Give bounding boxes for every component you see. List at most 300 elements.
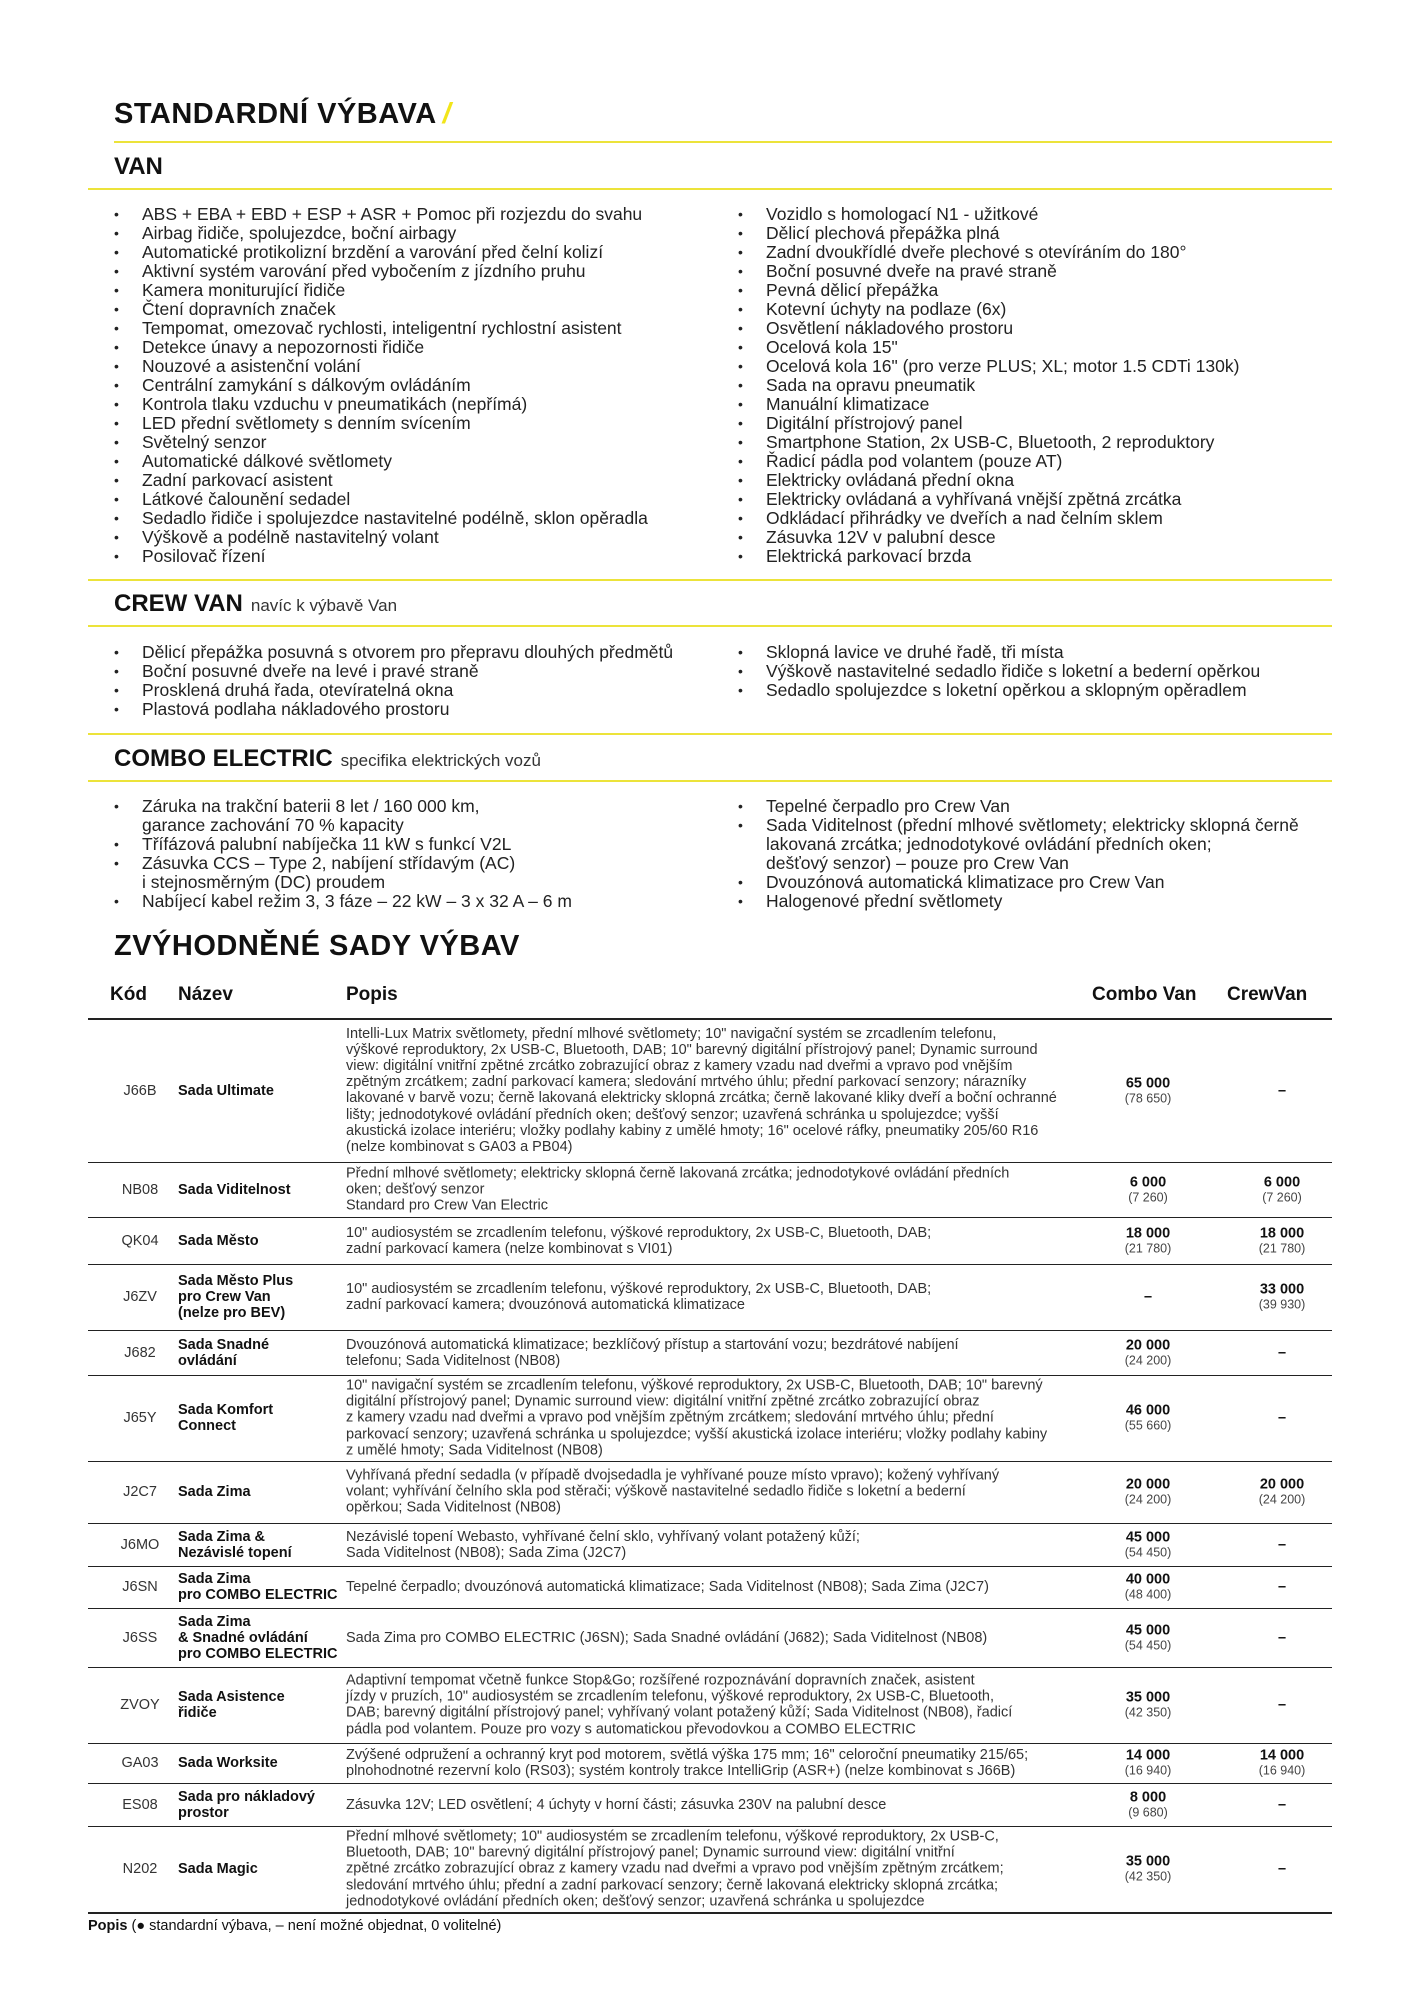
list-item	[114, 490, 704, 509]
row-name-line: Sada Viditelnost	[178, 1181, 291, 1198]
table-row	[88, 1783, 1332, 1826]
list-item	[114, 243, 704, 262]
list-item-text: • Boční posuvné dveře na pravé straně	[766, 261, 1057, 281]
row-name-line: Connect	[178, 1418, 236, 1434]
list-item	[738, 797, 1338, 816]
list-item-text: • Pevná dělicí přepážka	[766, 280, 939, 300]
list-item	[114, 643, 714, 662]
row-name-line: pro COMBO ELECTRIC	[178, 1645, 338, 1662]
row-code: QK04	[121, 1232, 159, 1249]
list-item-text: • Sedadlo řidiče i spolujezdce nastavitelné podélně, sklon opěradla	[142, 508, 648, 528]
list-item	[738, 528, 1338, 547]
price-combo-van-net: 14 000	[1125, 1747, 1171, 1764]
list-item-text: • Centrální zamykání s dálkovým ovládáním	[142, 375, 471, 395]
table-row	[88, 1264, 1332, 1330]
row-description-line: Dvouzónová automatická klimatizace; bezklíčový přístup a startování vozu; bezdrátové nabíjení	[346, 1336, 959, 1353]
list-item-text: • Aktivní systém varování před vybočením z jízdního pruhu	[142, 261, 586, 281]
crew-heading: CREW VAN navíc k výbavě Van	[114, 590, 398, 617]
crew-list-left	[114, 643, 714, 719]
price-combo-van-net: 40 000	[1125, 1571, 1171, 1588]
row-code: J6SN	[122, 1579, 158, 1595]
electric-heading: COMBO ELECTRIC specifika elektrických vozů	[114, 745, 541, 772]
row-name-line: prostor	[178, 1804, 229, 1821]
price-combo-van-net: 20 000	[1125, 1337, 1171, 1353]
list-item	[114, 509, 704, 528]
list-item	[738, 319, 1338, 338]
row-name	[178, 1614, 338, 1662]
row-description-line: zadní parkovací kamera; dvouzónová automatická klimatizace	[346, 1297, 745, 1313]
list-item-text: • Smartphone Station, 2x USB-C, Bluetooth, 2 reproduktory	[766, 432, 1215, 452]
list-item	[114, 205, 704, 224]
table-row	[88, 1566, 1332, 1608]
col-header-crew-van: CrewVan	[1227, 984, 1308, 1005]
packs-title: ZVÝHODNĚNÉ SADY VÝBAV	[114, 930, 520, 962]
table-row	[88, 1330, 1332, 1375]
price-combo-van-net: 35 000	[1125, 1853, 1171, 1870]
electric-divider	[88, 780, 1332, 782]
row-description-line: Sada Viditelnost (NB08); Sada Zima (J2C7)	[346, 1544, 627, 1561]
list-item-text: • Automatické dálkové světlomety	[142, 451, 392, 471]
list-item-text: • Detekce únavy a nepozornosti řidiče	[142, 337, 425, 357]
title-slash: /	[442, 98, 452, 130]
row-divider	[88, 1912, 1332, 1914]
list-item	[738, 643, 1338, 662]
price-crew-van	[1232, 1477, 1332, 1508]
price-combo-van-gross: (21 780)	[1124, 1241, 1172, 1255]
row-description	[346, 1579, 1166, 1595]
price-combo-van	[1088, 1075, 1208, 1106]
list-item	[738, 547, 1338, 566]
list-item	[738, 873, 1338, 892]
list-item	[114, 471, 704, 490]
list-item	[114, 433, 704, 452]
table-row	[88, 1523, 1332, 1566]
list-item-text: • Elektricky ovládaná a vyhřívaná vnější zpětná zrcátka	[766, 489, 1182, 509]
list-item	[114, 338, 704, 357]
row-name-line: Sada pro nákladový	[178, 1788, 315, 1805]
price-combo-van	[1088, 1477, 1208, 1508]
row-code: N202	[122, 1861, 158, 1877]
row-description	[346, 1528, 1166, 1560]
list-item-text: • Elektricky ovládaná přední okna	[766, 470, 1015, 490]
row-description-line: Sada Zima pro COMBO ELECTRIC (J6SN); Sada Snadné ovládání (J682); Sada Viditelnost (NB08)	[346, 1629, 988, 1646]
row-name	[178, 1484, 338, 1500]
row-name	[178, 1789, 338, 1821]
list-item-text: • Odkládací přihrádky ve dveřích a nad čelním sklem	[766, 508, 1163, 528]
list-item-text: • Tepelné čerpadlo pro Crew Van	[766, 796, 1010, 816]
row-name-line: Sada Worksite	[178, 1755, 278, 1771]
row-name-line: řidiče	[178, 1705, 217, 1721]
row-description-line: akustická izolace interiéru; vložky podlahy kabiny z umělé hmoty; 16" ocelové ráfky, pneumatiky 205/60 R16	[346, 1122, 1039, 1139]
row-description	[346, 1468, 1166, 1517]
list-item-text: lakovaná zrcátka; jednodotykové ovládání předních oken;	[766, 834, 1212, 854]
list-item	[114, 376, 704, 395]
row-name-line: Sada Zima	[178, 1571, 251, 1587]
row-code: ZVOY	[120, 1697, 160, 1713]
price-combo-van-gross: (24 200)	[1124, 1492, 1172, 1507]
price-combo-van	[1088, 1337, 1208, 1368]
list-item	[114, 224, 704, 243]
row-description-line: telefonu; Sada Viditelnost (NB08)	[346, 1352, 561, 1369]
table-row	[88, 1608, 1332, 1667]
row-code: J66B	[123, 1082, 157, 1099]
list-item	[738, 281, 1338, 300]
list-item	[738, 338, 1338, 357]
row-description-line: zadní parkovací kamera (nelze kombinovat s VI01)	[346, 1240, 673, 1257]
row-description-line: 10" audiosystém se zrcadlením telefonu, výškové reproduktory, 2x USB-C, Bluetooth, DAB;	[346, 1224, 932, 1241]
row-description-line: Nezávislé topení Webasto, vyhřívané čelní sklo, vyhřívaný volant potažený kůží;	[346, 1528, 860, 1545]
price-crew-van	[1232, 1697, 1332, 1713]
list-item	[114, 835, 714, 854]
price-combo-van	[1088, 1225, 1208, 1256]
list-item-text: • Automatické protikolizní brzdění a varování před čelní kolizí	[142, 242, 604, 262]
list-item-text: • Elektrická parkovací brzda	[766, 546, 972, 566]
price-combo-van-net: 45 000	[1125, 1529, 1171, 1545]
list-item	[738, 662, 1338, 681]
row-description-line: Intelli-Lux Matrix světlomety, přední mlhové světlomety; 10" navigační systém se zrcadlením telefonu,	[346, 1025, 997, 1042]
row-name	[178, 1571, 338, 1603]
list-item	[114, 395, 704, 414]
price-combo-van-net: 46 000	[1125, 1402, 1171, 1419]
list-item-text: • Digitální přístrojový panel	[766, 413, 963, 433]
row-description-line: Vyhřívaná přední sedadla (v případě dvojsedadla je vyhřívané pouze místo vpravo); kožený vyhřívaný	[346, 1467, 1000, 1484]
price-combo-van-net: 45 000	[1125, 1622, 1171, 1638]
list-item	[114, 281, 704, 300]
row-description-line: Adaptivní tempomat včetně funkce Stop&Go; rozšířené rozpoznávání dopravních značek, asistent	[346, 1672, 975, 1689]
list-item-text: • Boční posuvné dveře na levé i pravé straně	[142, 661, 479, 681]
row-description	[346, 1796, 1166, 1812]
row-description-line: volant; vyhřívání čelního skla pod stěrači; výškově nastavitelné sedadlo řidiče s loketní a bederní	[346, 1483, 966, 1500]
row-name-line: Sada Magic	[178, 1861, 258, 1877]
row-description-line: Zásuvka 12V; LED osvětlení; 4 úchyty v horní části; zásuvka 230V na palubní desce	[346, 1796, 887, 1813]
row-code: J6SS	[122, 1629, 158, 1646]
list-item	[114, 452, 704, 471]
list-item	[738, 262, 1338, 281]
price-crew-van-gross: (21 780)	[1258, 1241, 1306, 1255]
price-crew-van	[1232, 1083, 1332, 1099]
list-item-text: • Nabíjecí kabel režim 3, 3 fáze – 22 kW – 3 x 32 A – 6 m	[142, 891, 572, 911]
row-description-line: lakované v barvě vozu; černě lakovaná elektricky sklopná zrcátka; černě lakované kliky dveří a boční ochranné	[346, 1090, 1057, 1107]
price-crew-van-net: –	[1277, 1579, 1287, 1595]
row-name-line: Sada Město	[178, 1232, 259, 1249]
row-description-line: Přední mlhové světlomety; 10" audiosystém se zrcadlením telefonu, výškové reproduktory, 2x USB-C,	[346, 1828, 999, 1845]
price-crew-van	[1232, 1537, 1332, 1553]
price-crew-van-net: 14 000	[1259, 1747, 1305, 1764]
price-crew-van-net: –	[1277, 1536, 1287, 1553]
col-header-kod: Kód	[110, 984, 147, 1005]
list-item	[114, 300, 704, 319]
price-crew-van	[1232, 1282, 1332, 1313]
price-combo-van	[1088, 1572, 1208, 1603]
price-crew-van-gross: (24 200)	[1258, 1492, 1306, 1507]
legend: Popis (● standardní výbava, – není možné objednat, 0 volitelné)	[88, 1918, 502, 1934]
row-name	[178, 1083, 338, 1099]
row-description-line: Standard pro Crew Van Electric	[346, 1197, 549, 1214]
list-item-text: • Záruka na trakční baterii 8 let / 160 000 km,	[142, 796, 480, 816]
price-combo-van-gross: (16 940)	[1124, 1763, 1172, 1778]
price-combo-van-gross: (54 450)	[1124, 1638, 1172, 1652]
row-description-line: zpětným zrcátkem; zadní parkovací kamera; sledování mrtvého úhlu; přední parkovací senzory; nárazníky	[346, 1074, 1027, 1091]
price-crew-van	[1232, 1748, 1332, 1779]
price-combo-van-gross: (48 400)	[1124, 1587, 1172, 1602]
crew-subheading: navíc k výbavě Van	[250, 596, 398, 615]
row-description	[346, 1377, 1166, 1458]
row-name-line: Sada Komfort	[178, 1402, 274, 1418]
list-item-text: • Kontrola tlaku vzduchu v pneumatikách (nepřímá)	[142, 394, 528, 414]
list-item	[114, 547, 704, 566]
list-item	[114, 681, 714, 700]
table-row	[88, 1826, 1332, 1912]
price-combo-van	[1088, 1622, 1208, 1653]
list-item-text: • Sedadlo spolujezdce s loketní opěrkou a sklopným opěradlem	[766, 680, 1247, 700]
price-crew-van	[1232, 1579, 1332, 1595]
row-description-line: z kamery vzadu nad dveřmi a vpravo pod vnějším zpětným zrcátkem; sledování mrtvého úhlu; přední	[346, 1409, 994, 1426]
row-code: J6ZV	[123, 1289, 157, 1305]
crew-divider	[88, 625, 1332, 627]
list-item-text: • Ocelová kola 15"	[766, 337, 898, 357]
row-name-line: Sada Město Plus	[178, 1273, 294, 1289]
price-crew-van-gross: (7 260)	[1262, 1190, 1302, 1204]
price-crew-van-net: 6 000	[1263, 1174, 1301, 1190]
row-description-line: pádla pod volantem. Pouze pro vozy s automatickou převodovkou a COMBO ELECTRIC	[346, 1721, 916, 1738]
row-description-line: Zvýšené odpružení a ochranný kryt pod motorem, světlá výška 175 mm; 16" celoroční pneumatiky 215/65;	[346, 1746, 1029, 1763]
row-description	[346, 1165, 1166, 1214]
price-combo-van-net: 35 000	[1125, 1689, 1171, 1706]
price-crew-van-net: 18 000	[1259, 1225, 1305, 1241]
list-item	[114, 414, 704, 433]
row-description	[346, 1629, 1166, 1645]
list-item	[738, 433, 1338, 452]
price-combo-van	[1088, 1789, 1208, 1820]
row-name-line: (nelze pro BEV)	[178, 1305, 286, 1321]
price-combo-van-gross: (7 260)	[1128, 1190, 1168, 1204]
row-description-line: oken; dešťový senzor	[346, 1181, 485, 1198]
row-description-line: zpětné zrcátko zobrazující obraz z kamery vzadu nad dveřmi a vpravo pod vnějším zpětným zrcátkem;	[346, 1860, 1004, 1877]
col-header-combo-van: Combo Van	[1092, 984, 1197, 1005]
price-combo-van-net: 20 000	[1125, 1476, 1171, 1493]
row-description	[346, 1828, 1166, 1909]
list-item-text: • Airbag řidiče, spolujezdce, boční airbagy	[142, 223, 457, 243]
row-name-line: Sada Zima	[178, 1484, 251, 1500]
row-name	[178, 1755, 338, 1771]
price-crew-van	[1232, 1630, 1332, 1646]
row-description	[346, 1747, 1166, 1779]
list-item-text: dešťový senzor) – pouze pro Crew Van	[766, 853, 1069, 873]
van-heading: VAN	[114, 153, 163, 180]
row-description-line: Přední mlhové světlomety; elektricky sklopná černě lakovaná zrcátka; jednodotykové ovládání předních	[346, 1165, 1010, 1182]
price-combo-van-net: –	[1143, 1289, 1153, 1305]
price-combo-van	[1088, 1403, 1208, 1434]
list-item-text: • Látkové čalounění sedadel	[142, 489, 351, 509]
row-description	[346, 1336, 1166, 1368]
row-name-line: pro Crew Van	[178, 1289, 271, 1305]
list-item	[738, 490, 1338, 509]
row-description	[346, 1281, 1166, 1313]
row-code: J65Y	[123, 1410, 157, 1426]
list-item	[738, 376, 1338, 395]
list-item-text: • Sada Viditelnost (přední mlhové světlomety; elektricky sklopná černě	[766, 815, 1299, 835]
list-item-text: • Kotevní úchyty na podlaze (6x)	[766, 299, 1007, 319]
list-item	[738, 414, 1338, 433]
row-name	[178, 1182, 338, 1198]
row-description-line: opěrkou; Sada Viditelnost (NB08)	[346, 1500, 561, 1517]
row-name-line: Sada Asistence	[178, 1689, 285, 1705]
row-description-line: (nelze kombinovat s GA03 a PB04)	[346, 1139, 573, 1156]
row-description-line: Bluetooth, DAB; 10" barevný digitální přístrojový panel; Dynamic surround view: digitální vnitřní	[346, 1844, 955, 1861]
row-description-line: view: digitální vnitřní zpětné zrcátko zobrazující obraz z kamery vzadu nad dveřmi a vpravo pod vnějším	[346, 1058, 1013, 1075]
row-description-line: 10" navigační systém se zrcadlením telefonu, výškové reproduktory, 2x USB-C, Bluetooth, DAB; 10" barevný	[346, 1377, 1043, 1394]
crew-top-divider	[88, 579, 1332, 581]
price-crew-van-net: –	[1277, 1082, 1287, 1099]
price-crew-van-net: –	[1277, 1861, 1287, 1877]
list-item	[738, 395, 1338, 414]
list-item-text: • Dělicí plechová přepážka plná	[766, 223, 1000, 243]
row-name	[178, 1273, 338, 1321]
row-description-line: jednodotykové ovládání předních oken; dešťový senzor; uzavřená schránka u spolujezdce	[346, 1893, 925, 1910]
list-item	[738, 471, 1338, 490]
row-name-line: & Snadné ovládání	[178, 1629, 308, 1646]
list-item	[114, 319, 704, 338]
van-list-right	[738, 205, 1338, 566]
list-item	[738, 243, 1338, 262]
table-row	[88, 1162, 1332, 1217]
list-item-text: • LED přední světlomety s denním svícením	[142, 413, 471, 433]
list-item	[114, 892, 714, 911]
price-crew-van-gross: (39 930)	[1258, 1297, 1306, 1312]
row-description-line: parkovací senzory; uzavřená schránka u spolujezdce; vyšší akustická izolace interiéru; vložky podlahy kabiny	[346, 1426, 1048, 1443]
row-description-line: Tepelné čerpadlo; dvouzónová automatická klimatizace; Sada Viditelnost (NB08); Sada Zima (J2C7)	[346, 1578, 989, 1595]
list-item-text: • Třífázová palubní nabíječka 11 kW s funkcí V2L	[142, 834, 512, 854]
list-item-text: • Světelný senzor	[142, 432, 267, 452]
price-crew-van	[1232, 1410, 1332, 1426]
electric-top-divider	[88, 733, 1332, 735]
list-item-text: • Osvětlení nákladového prostoru	[766, 318, 1014, 338]
price-crew-van	[1232, 1345, 1332, 1361]
list-item-text: • Výškově nastavitelné sedadlo řidiče s loketní a bederní opěrkou	[766, 661, 1261, 681]
row-name-line: Nezávislé topení	[178, 1544, 292, 1561]
row-description-line: digitální přístrojový panel; Dynamic surround view: digitální vnitřní zpětné zrcátko zobrazující obraz	[346, 1393, 980, 1410]
list-item	[738, 224, 1338, 243]
price-combo-van-gross: (55 660)	[1124, 1418, 1172, 1433]
list-item	[738, 509, 1338, 528]
list-item-text: • Zadní dvoukřídlé dveře plechové s otevíráním do 180°	[766, 242, 1187, 262]
list-item-text: • Zásuvka 12V v palubní desce	[766, 527, 996, 547]
price-combo-van	[1088, 1174, 1208, 1205]
row-description	[346, 1026, 1166, 1156]
list-item	[114, 700, 714, 719]
price-crew-van-net: –	[1277, 1796, 1287, 1813]
row-description-line: 10" audiosystém se zrcadlením telefonu, výškové reproduktory, 2x USB-C, Bluetooth, DAB;	[346, 1280, 932, 1297]
list-item-text: • Tempomat, omezovač rychlosti, inteligentní rychlostní asistent	[142, 318, 622, 338]
electric-list-right	[738, 797, 1338, 911]
price-combo-van-gross: (54 450)	[1124, 1545, 1172, 1559]
row-name	[178, 1402, 338, 1434]
col-header-nazev: Název	[178, 984, 233, 1005]
row-name-line: ovládání	[178, 1352, 237, 1369]
list-item	[114, 357, 704, 376]
col-header-popis: Popis	[346, 984, 398, 1005]
table-row	[88, 1743, 1332, 1783]
list-item	[738, 357, 1338, 376]
price-combo-van-gross: (24 200)	[1124, 1353, 1172, 1367]
price-crew-van-net: –	[1277, 1344, 1287, 1361]
price-crew-van	[1232, 1797, 1332, 1813]
table-row	[88, 1217, 1332, 1264]
list-item-text: • Sada na opravu pneumatik	[766, 375, 976, 395]
list-item-text: • Halogenové přední světlomety	[766, 891, 1003, 911]
list-item-text: • ABS + EBA + EBD + ESP + ASR + Pomoc při rozjezdu do svahu	[142, 204, 643, 224]
price-combo-van-gross: (42 350)	[1124, 1869, 1172, 1884]
table-row	[88, 1375, 1332, 1461]
list-item	[738, 300, 1338, 319]
list-item	[738, 205, 1338, 224]
list-item-text: • Zásuvka CCS – Type 2, nabíjení střídavým (AC)	[142, 853, 516, 873]
row-code: NB08	[121, 1181, 159, 1198]
price-combo-van	[1088, 1289, 1208, 1305]
list-item	[738, 452, 1338, 471]
price-crew-van-gross: (16 940)	[1258, 1763, 1306, 1778]
row-name	[178, 1529, 338, 1561]
van-list-left	[114, 205, 704, 566]
price-crew-van-net: 20 000	[1259, 1476, 1305, 1493]
list-item	[738, 892, 1338, 911]
price-crew-van	[1232, 1225, 1332, 1256]
list-item-text: • Kamera moniturující řidiče	[142, 280, 346, 300]
page-title: STANDARDNÍ VÝBAVA /	[114, 98, 452, 130]
row-code: J6MO	[120, 1536, 160, 1553]
list-item	[738, 681, 1338, 700]
row-description-line: výškové reproduktory, 2x USB-C, Bluetooth, DAB; 10" barevný digitální přístrojový panel; Dynamic surround	[346, 1041, 1038, 1058]
list-item	[738, 816, 1338, 873]
price-crew-van-net: –	[1277, 1410, 1287, 1426]
list-item	[114, 797, 714, 835]
title-underline	[114, 141, 1332, 143]
row-description	[346, 1224, 1166, 1256]
row-name-line: Sada Zima &	[178, 1528, 266, 1545]
list-item	[114, 662, 714, 681]
price-combo-van-net: 6 000	[1129, 1174, 1167, 1190]
list-item-text: • Prosklená druhá řada, otevíratelná okna	[142, 680, 454, 700]
row-description-line: jízdy v pruzích, 10" audiosystém se zrcadlením telefonu, výškové reproduktory, 2x USB-C, Bluetooth,	[346, 1688, 995, 1705]
list-item-text: • Plastová podlaha nákladového prostoru	[142, 699, 450, 719]
row-code: J2C7	[123, 1484, 157, 1500]
table-row	[88, 1461, 1332, 1523]
table-row	[88, 1019, 1332, 1162]
list-item-text: • Manuální klimatizace	[766, 394, 930, 414]
van-divider	[88, 188, 1332, 190]
list-item-text: • Výškově a podélně nastavitelný volant	[142, 527, 439, 547]
list-item-text: garance zachování 70 % kapacity	[142, 815, 404, 835]
row-code: J682	[124, 1344, 156, 1361]
price-combo-van-gross: (42 350)	[1124, 1705, 1172, 1720]
list-item-text: • Ocelová kola 16" (pro verze PLUS; XL; motor 1.5 CDTi 130k)	[766, 356, 1240, 376]
list-item-text: • Řadicí pádla pod volantem (pouze AT)	[766, 451, 1063, 471]
row-name-line: Sada Snadné	[178, 1336, 270, 1353]
price-crew-van-net: –	[1277, 1697, 1287, 1713]
list-item	[114, 854, 714, 892]
list-item-text: • Posilovač řízení	[142, 546, 266, 566]
list-item-text: • Vozidlo s homologací N1 - užitkové	[766, 204, 1039, 224]
list-item	[114, 528, 704, 547]
row-name	[178, 1233, 338, 1249]
electric-subheading: specifika elektrických vozů	[340, 751, 541, 770]
price-combo-van	[1088, 1529, 1208, 1560]
table-row	[88, 1667, 1332, 1743]
row-name-line: Sada Zima	[178, 1613, 251, 1630]
list-item-text: • Nouzové a asistenční volání	[142, 356, 361, 376]
price-combo-van-net: 18 000	[1125, 1225, 1171, 1241]
row-description-line: plnohodnotné rezervní kolo (RS03); systém kontroly trakce IntelliGrip (ASR+) (nelze kombinovat s J66B)	[346, 1763, 1016, 1779]
